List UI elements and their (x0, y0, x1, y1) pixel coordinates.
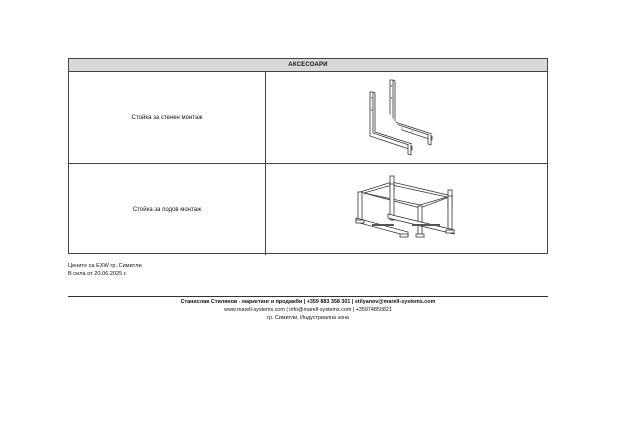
price-notes (68, 262, 142, 278)
table-header: АКСЕСОАРИ (69, 59, 547, 72)
footer-divider (68, 296, 548, 297)
footer-contact-person: Станислав Стилянов - маркетинг и продажби | +359 883 358 301 | stilyanov@marell-systems.com (180, 299, 436, 305)
row-label-floor-mount: Стойка за подов монтаж (69, 164, 266, 255)
validity-date-text: В сила от 20.06.2025 г. (68, 271, 127, 277)
table-row (69, 72, 547, 164)
row-image-cell (266, 72, 547, 163)
page-footer (68, 298, 548, 322)
wall-mount-bracket-icon (362, 78, 452, 158)
table-row (69, 164, 547, 255)
floor-stand-icon (352, 174, 462, 246)
row-label-wall-mount: Стойка за стенен монтаж (69, 72, 266, 163)
footer-address: гр. Симитли, Индустриална зона (267, 315, 349, 321)
row-image-cell (266, 164, 547, 255)
accessories-table (68, 58, 548, 254)
footer-web-contacts: www.marell-systems.com | info@marell-systems.com | +35974850821 (224, 307, 392, 313)
price-terms-text: Цените са EXW гр. Симитли (68, 263, 142, 269)
